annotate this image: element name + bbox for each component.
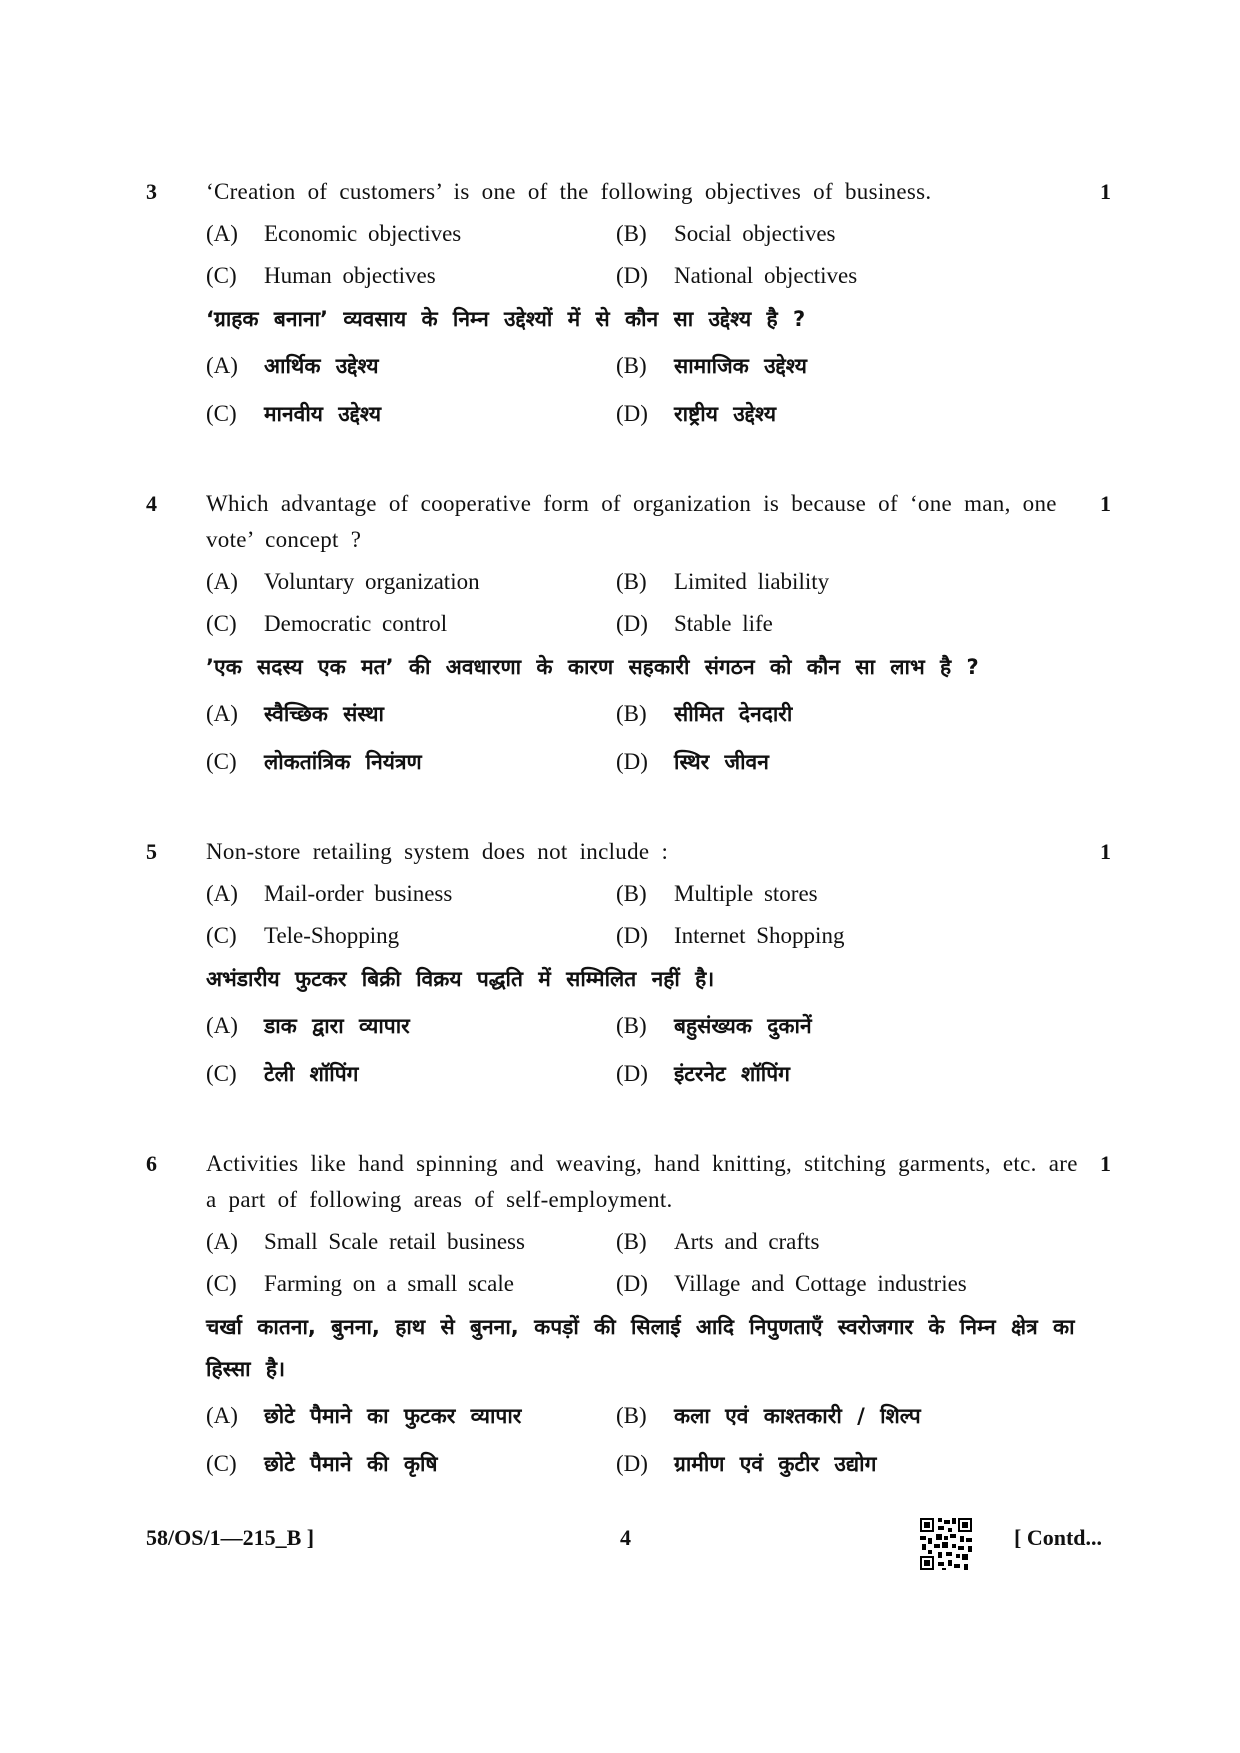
option-b-hindi: (B) बहुसंख्यक दुकानें (616, 1013, 812, 1038)
continued-label: [ Contd... (1014, 1525, 1103, 1550)
option-c-english: (C) Democratic control (206, 611, 448, 636)
option-d-english: (D) Stable life (616, 611, 773, 636)
option-c-english: (C) Tele-Shopping (206, 923, 400, 948)
option-a-english: (A) Economic objectives (206, 221, 462, 246)
option-b-english: (B) Multiple stores (616, 881, 818, 906)
page-number: 4 (620, 1525, 631, 1550)
option-a-hindi: (A) आर्थिक उद्देश्य (206, 353, 379, 378)
option-b-english: (B) Arts and crafts (616, 1229, 820, 1254)
question-text-english: Non-store retailing system does not include : (206, 839, 669, 864)
question-marks: 1 (1100, 491, 1111, 516)
option-d-hindi: (D) इंटरनेट शॉपिंग (616, 1061, 790, 1086)
option-d-hindi: (D) स्थिर जीवन (616, 749, 769, 774)
option-b-hindi: (B) सीमित देनदारी (616, 701, 793, 726)
option-d-hindi: (D) राष्ट्रीय उद्देश्य (616, 401, 776, 426)
option-c-hindi: (C) छोटे पैमाने की कृषि (206, 1451, 438, 1476)
option-a-hindi: (A) स्वैच्छिक संस्था (206, 701, 384, 726)
option-c-hindi: (C) लोकतांत्रिक नियंत्रण (206, 749, 422, 774)
option-d-english: (D) Village and Cottage industries (616, 1271, 967, 1296)
qr-code-icon (918, 1516, 974, 1572)
question-text-hindi: चर्खा कातना, बुनना, हाथ से बुनना, कपड़ों की सिलाई आदि निपुणताएँ स्वरोजगार के निम्न क्षेत्र का हिस्सा है। (206, 1315, 1075, 1381)
page-footer (0, 1520, 1240, 1580)
option-c-english: (C) Human objectives (206, 263, 436, 288)
option-a-english: (A) Mail-order business (206, 881, 453, 906)
option-c-english: (C) Farming on a small scale (206, 1271, 514, 1296)
option-b-english: (B) Social objectives (616, 221, 836, 246)
question-text-english: ‘Creation of customers’ is one of the following objectives of business. (206, 179, 932, 204)
question-text-english: Activities like hand spinning and weaving, hand knitting, stitching garments, etc. are a part of following areas of self-employment. (206, 1151, 1078, 1212)
question-number: 5 (146, 839, 157, 864)
option-d-english: (D) Internet Shopping (616, 923, 845, 948)
question-marks: 1 (1100, 179, 1111, 204)
option-b-hindi: (B) सामाजिक उद्देश्य (616, 353, 807, 378)
option-a-hindi: (A) डाक द्वारा व्यापार (206, 1013, 410, 1038)
option-b-hindi: (B) कला एवं काश्तकारी / शिल्प (616, 1403, 921, 1428)
question-number: 6 (146, 1151, 157, 1176)
option-d-hindi: (D) ग्रामीण एवं कुटीर उद्योग (616, 1451, 877, 1476)
paper-code: 58/OS/1—215_B ] (146, 1525, 315, 1550)
option-b-english: (B) Limited liability (616, 569, 830, 594)
option-d-english: (D) National objectives (616, 263, 858, 288)
question-number: 4 (146, 491, 157, 516)
option-c-hindi: (C) मानवीय उद्देश्य (206, 401, 382, 426)
option-a-english: (A) Voluntary organization (206, 569, 480, 594)
question-text-hindi: ‘ग्राहक बनाना’ व्यवसाय के निम्न उद्देश्यों में से कौन सा उद्देश्य है ? (206, 307, 806, 331)
question-marks: 1 (1100, 1151, 1111, 1176)
question-marks: 1 (1100, 839, 1111, 864)
question-text-english: Which advantage of cooperative form of organization is because of ‘one man, one vote’ concept ? (206, 491, 1057, 552)
question-number: 3 (146, 179, 157, 204)
option-a-hindi: (A) छोटे पैमाने का फुटकर व्यापार (206, 1403, 522, 1428)
question-text-hindi: अभंडारीय फुटकर बिक्री विक्रय पद्धति में सम्मिलित नहीं है। (206, 967, 715, 991)
option-c-hindi: (C) टेली शॉपिंग (206, 1061, 359, 1086)
question-text-hindi: ’एक सदस्य एक मत’ की अवधारणा के कारण सहकारी संगठन को कौन सा लाभ है ? (206, 655, 979, 679)
option-a-english: (A) Small Scale retail business (206, 1229, 525, 1254)
